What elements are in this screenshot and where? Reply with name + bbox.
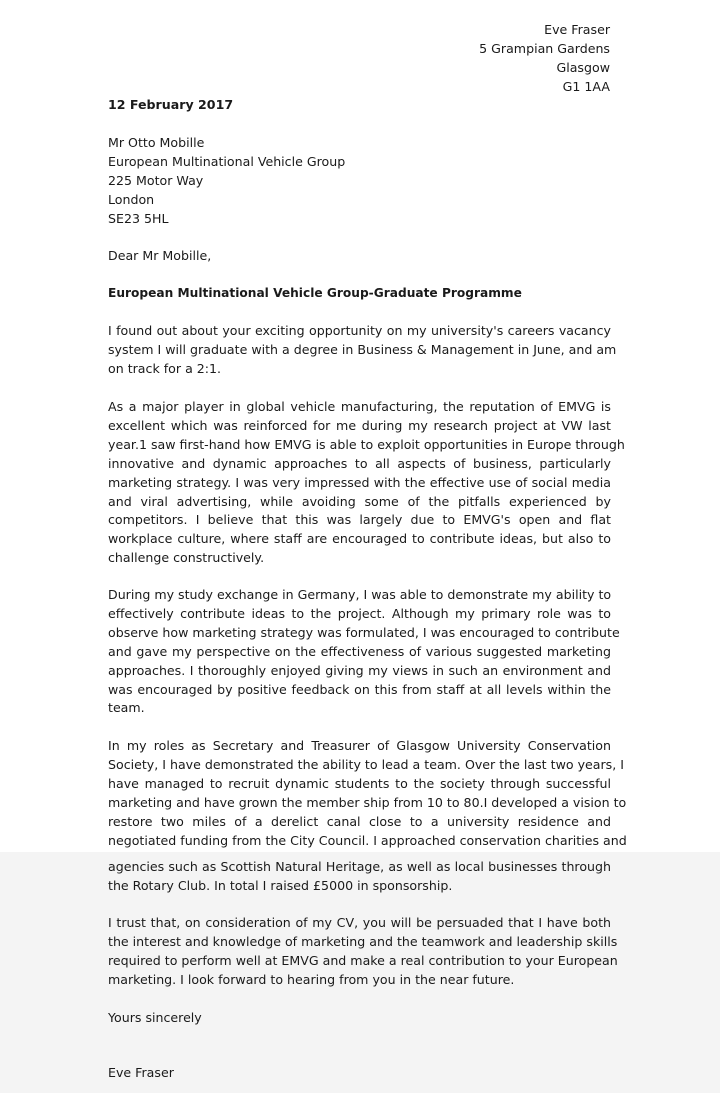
paragraph-roles-continued xyxy=(108,858,611,896)
text-line: system I will graduate with a degree in Business & Management in June, and am xyxy=(108,341,617,357)
recipient-street: 225 Motor Way xyxy=(108,173,204,188)
salutation: Dear Mr Mobille, xyxy=(108,248,212,263)
text-line: workplace culture, where staff are encouraged to contribute ideas, but also to xyxy=(108,531,611,547)
text-line: required to perform well at EMVG and make a real contribution to your European xyxy=(108,952,618,968)
text-line: marketing and have grown the member ship from 10 to 80.I developed a vision to xyxy=(108,794,627,810)
text-line: negotiated funding from the City Council. I approached conservation charities and xyxy=(108,832,627,848)
text-line: the interest and knowledge of marketing and the teamwork and leadership skills xyxy=(108,933,618,949)
text-line: I found out about your exciting opportunity on my university's careers vacancy xyxy=(108,323,611,338)
text-line: As a major player in global vehicle manufacturing, the reputation of EMVG is xyxy=(108,399,611,414)
sender-address xyxy=(479,20,610,96)
text-line: restore two miles of a derelict canal close to a university residence and xyxy=(108,813,611,829)
valediction: Yours sincerely xyxy=(108,1010,202,1025)
text-line: agencies such as Scottish Natural Heritage, as well as local businesses through xyxy=(108,859,611,874)
sender-name: Eve Fraser xyxy=(544,22,610,37)
text-line: the Rotary Club. In total I raised £5000 in sponsorship. xyxy=(108,877,453,893)
text-line: on track for a 2:1. xyxy=(108,360,222,376)
text-line: was encouraged by positive feedback on this from staff at all levels within the xyxy=(108,681,611,697)
text-line: effectively contribute ideas to the project. Although my primary role was to xyxy=(108,605,611,621)
recipient-name: Mr Otto Mobille xyxy=(108,135,205,150)
text-line: observe how marketing strategy was formulated, I was encouraged to contribute xyxy=(108,624,620,640)
text-line: year.1 saw first-hand how EMVG is able to exploit opportunities in Europe through xyxy=(108,436,625,452)
recipient-city: London xyxy=(108,192,155,207)
text-line: During my study exchange in Germany, I was able to demonstrate my ability to xyxy=(108,587,612,602)
sender-street: 5 Grampian Gardens xyxy=(479,41,610,56)
text-line: team. xyxy=(108,700,145,716)
signature-name: Eve Fraser xyxy=(108,1065,174,1080)
text-line: approaches. I thoroughly enjoyed giving my views in such an environment and xyxy=(108,662,611,678)
text-line: innovative and dynamic approaches to all aspects of business, particularly xyxy=(108,455,611,471)
sender-postcode: G1 1AA xyxy=(562,79,610,94)
text-line: have managed to recruit dynamic students to the society through successful xyxy=(108,775,611,791)
letter-date: 12 February 2017 xyxy=(108,97,234,112)
paragraph-exchange xyxy=(108,586,620,718)
text-line: marketing strategy. I was very impressed with the effective use of social media xyxy=(108,474,611,490)
recipient-address xyxy=(108,133,345,228)
text-line: excellent which was reinforced for me during my research project at VW last xyxy=(108,417,611,433)
text-line: competitors. I believe that this was largely due to EMVG's open and flat xyxy=(108,512,611,528)
recipient-postcode: SE23 5HL xyxy=(108,211,169,226)
text-line: and viral advertising, while avoiding some of the pitfalls experienced by xyxy=(108,493,611,509)
paragraph-employer xyxy=(108,398,625,568)
text-line: In my roles as Secretary and Treasurer of Glasgow University Conservation xyxy=(108,738,611,753)
paragraph-roles xyxy=(108,737,627,850)
paragraph-opening xyxy=(108,322,617,379)
recipient-organisation: European Multinational Vehicle Group xyxy=(108,154,346,169)
sender-city: Glasgow xyxy=(556,60,610,75)
text-line: and gave my perspective on the effectiveness of various suggested marketing xyxy=(108,643,611,659)
text-line: marketing. I look forward to hearing from you in the near future. xyxy=(108,971,515,987)
text-line: Society, I have demonstrated the ability to lead a team. Over the last two years, I xyxy=(108,756,624,772)
subject-line: European Multinational Vehicle Group-Graduate Programme xyxy=(108,286,522,300)
text-line: I trust that, on consideration of my CV, you will be persuaded that I have both xyxy=(108,915,611,930)
paragraph-closing xyxy=(108,914,618,990)
text-line: challenge constructively. xyxy=(108,550,265,566)
